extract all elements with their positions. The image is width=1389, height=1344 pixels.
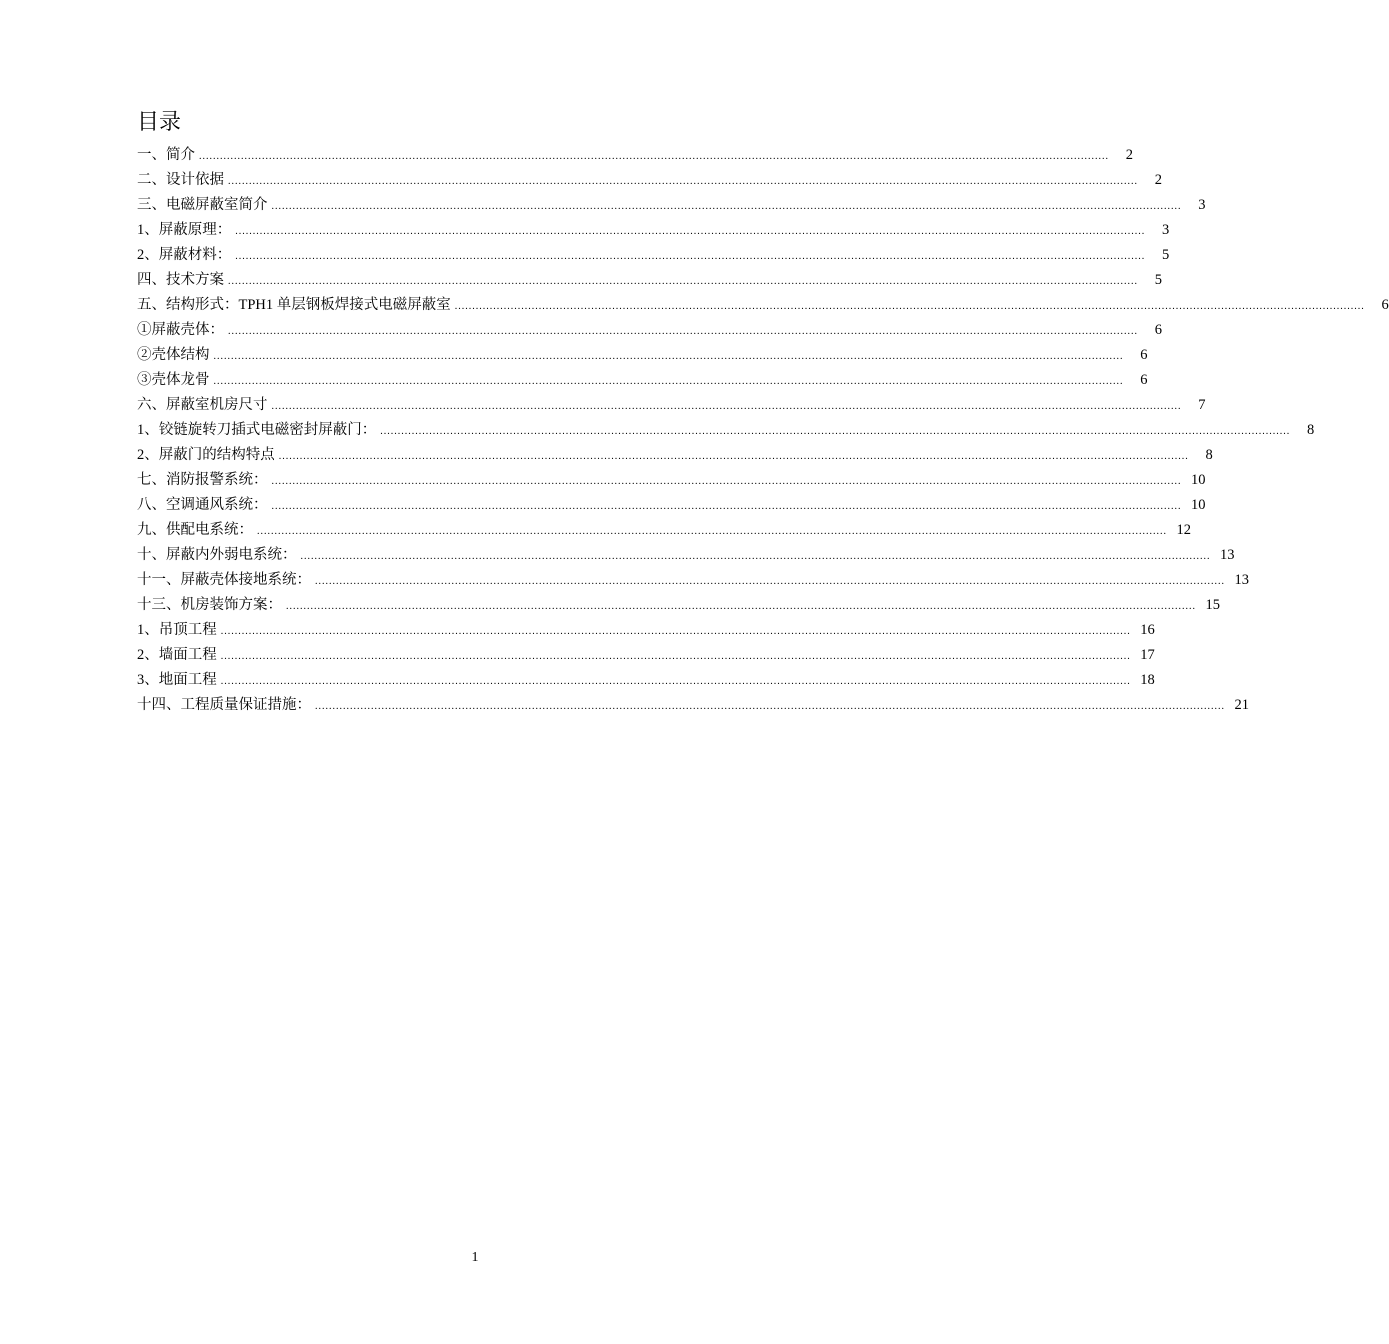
toc-leader-dots: .................................................................................................................................................................................................................................................................... bbox=[220, 676, 1131, 687]
toc-entry-page: 21 bbox=[1234, 697, 1249, 713]
toc-entry-page: 3 bbox=[1162, 222, 1170, 238]
toc-entry-label: 八、空调通风系统： bbox=[137, 497, 268, 513]
toc-entry-label: 七、消防报警系统： bbox=[137, 472, 268, 488]
toc-entry[interactable] bbox=[137, 393, 1206, 418]
toc-entry-label: 九、供配电系统： bbox=[137, 522, 253, 538]
toc-entry[interactable] bbox=[137, 618, 1155, 643]
toc-entry-page: 12 bbox=[1176, 522, 1191, 538]
toc-leader-dots: .................................................................................................................................................................................................................................................................... bbox=[454, 301, 1365, 312]
toc-entry-label: 十四、工程质量保证措施： bbox=[137, 697, 311, 713]
toc-entry[interactable] bbox=[137, 468, 1206, 493]
toc-entry[interactable] bbox=[137, 518, 1191, 543]
toc-leader-dots: .................................................................................................................................................................................................................................................................... bbox=[220, 626, 1131, 637]
footer-page-number: 1 bbox=[471, 1250, 479, 1265]
toc-entry-label: 十、屏蔽内外弱电系统： bbox=[137, 547, 297, 563]
page-title: 目录 bbox=[137, 110, 182, 135]
toc-entry[interactable] bbox=[137, 218, 1170, 243]
toc-entry-label: ①屏蔽壳体： bbox=[137, 322, 224, 338]
toc-entry-label: 1、吊顶工程 bbox=[137, 622, 217, 638]
toc-entry-page: 2 bbox=[1154, 172, 1162, 188]
toc-entry-page: 3 bbox=[1198, 197, 1206, 213]
toc-entry-page: 8 bbox=[1307, 422, 1315, 438]
toc-leader-dots: .................................................................................................................................................................................................................................................................... bbox=[228, 276, 1138, 287]
toc-entry-label: 2、屏蔽材料： bbox=[137, 247, 232, 263]
toc-entry[interactable] bbox=[137, 168, 1162, 193]
toc-entry-page: 6 bbox=[1140, 372, 1148, 388]
toc-leader-dots: .................................................................................................................................................................................................................................................................... bbox=[300, 551, 1211, 562]
toc-entry[interactable] bbox=[137, 693, 1249, 718]
toc-entry-label: 四、技术方案 bbox=[137, 272, 224, 288]
toc-entry[interactable] bbox=[137, 668, 1155, 693]
toc-entry[interactable] bbox=[137, 493, 1206, 518]
toc-entry-page: 13 bbox=[1234, 572, 1249, 588]
toc-leader-dots: .................................................................................................................................................................................................................................................................... bbox=[271, 476, 1182, 487]
toc-entry[interactable] bbox=[137, 143, 1133, 168]
toc-leader-dots: .................................................................................................................................................................................................................................................................... bbox=[235, 251, 1146, 262]
toc-entry-label: ③壳体龙骨 bbox=[137, 372, 210, 388]
toc-entry[interactable] bbox=[137, 343, 1148, 368]
toc-leader-dots: .................................................................................................................................................................................................................................................................... bbox=[257, 526, 1167, 537]
toc-entry[interactable] bbox=[137, 193, 1206, 218]
toc-entry-label: 一、简介 bbox=[137, 147, 195, 163]
toc-entry-label: 2、屏蔽门的结构特点 bbox=[137, 447, 275, 463]
toc-entry[interactable] bbox=[137, 443, 1213, 468]
toc-entry-label: 六、屏蔽室机房尺寸 bbox=[137, 397, 268, 413]
toc-entry-page: 17 bbox=[1140, 647, 1155, 663]
toc-leader-dots: .................................................................................................................................................................................................................................................................... bbox=[271, 501, 1182, 512]
toc-entry-page: 10 bbox=[1191, 472, 1206, 488]
toc-entry[interactable] bbox=[137, 318, 1162, 343]
toc-entry[interactable] bbox=[137, 268, 1162, 293]
toc-entry-page: 10 bbox=[1191, 497, 1206, 513]
toc-entry[interactable] bbox=[137, 243, 1170, 268]
toc-entry-label: 十三、机房装饰方案： bbox=[137, 597, 282, 613]
toc-entry-label: 十一、屏蔽壳体接地系统： bbox=[137, 572, 311, 588]
toc-entry-label: 2、墙面工程 bbox=[137, 647, 217, 663]
toc-entry-label: ②壳体结构 bbox=[137, 347, 210, 363]
toc-leader-dots: .................................................................................................................................................................................................................................................................... bbox=[213, 351, 1124, 362]
toc-entry-page: 7 bbox=[1198, 397, 1206, 413]
toc-entry-page: 18 bbox=[1140, 672, 1155, 688]
toc-leader-dots: .................................................................................................................................................................................................................................................................... bbox=[315, 701, 1225, 712]
toc-leader-dots: .................................................................................................................................................................................................................................................................... bbox=[213, 376, 1124, 387]
toc-entry-page: 6 bbox=[1154, 322, 1162, 338]
toc-entry[interactable] bbox=[137, 593, 1220, 618]
toc-entry[interactable] bbox=[137, 368, 1148, 393]
toc-entry[interactable] bbox=[137, 418, 1315, 443]
toc-entry-page: 15 bbox=[1205, 597, 1220, 613]
toc-entry-page: 5 bbox=[1154, 272, 1162, 288]
table-of-contents bbox=[137, 143, 1389, 718]
toc-leader-dots: .................................................................................................................................................................................................................................................................... bbox=[380, 426, 1291, 437]
toc-entry[interactable] bbox=[137, 293, 1389, 318]
toc-leader-dots: .................................................................................................................................................................................................................................................................... bbox=[199, 151, 1109, 162]
toc-leader-dots: .................................................................................................................................................................................................................................................................... bbox=[228, 176, 1138, 187]
toc-entry[interactable] bbox=[137, 568, 1249, 593]
toc-entry-page: 5 bbox=[1162, 247, 1170, 263]
toc-entry[interactable] bbox=[137, 543, 1235, 568]
toc-leader-dots: .................................................................................................................................................................................................................................................................... bbox=[271, 401, 1182, 412]
toc-entry-label: 3、地面工程 bbox=[137, 672, 217, 688]
toc-entry-label: 1、屏蔽原理： bbox=[137, 222, 232, 238]
toc-entry-page: 6 bbox=[1381, 297, 1389, 313]
toc-entry-label: 三、电磁屏蔽室简介 bbox=[137, 197, 268, 213]
toc-entry-page: 6 bbox=[1140, 347, 1148, 363]
toc-leader-dots: .................................................................................................................................................................................................................................................................... bbox=[235, 226, 1146, 237]
toc-entry-label: 五、结构形式：TPH1 单层钢板焊接式电磁屏蔽室 bbox=[137, 297, 451, 313]
toc-leader-dots: .................................................................................................................................................................................................................................................................... bbox=[271, 201, 1182, 212]
toc-entry-page: 16 bbox=[1140, 622, 1155, 638]
toc-leader-dots: .................................................................................................................................................................................................................................................................... bbox=[286, 601, 1196, 612]
toc-entry-label: 二、设计依据 bbox=[137, 172, 224, 188]
toc-leader-dots: .................................................................................................................................................................................................................................................................... bbox=[315, 576, 1225, 587]
toc-entry[interactable] bbox=[137, 643, 1155, 668]
toc-leader-dots: .................................................................................................................................................................................................................................................................... bbox=[220, 651, 1131, 662]
toc-leader-dots: .................................................................................................................................................................................................................................................................... bbox=[278, 451, 1189, 462]
toc-entry-page: 13 bbox=[1220, 547, 1235, 563]
toc-leader-dots: .................................................................................................................................................................................................................................................................... bbox=[228, 326, 1138, 337]
toc-entry-page: 8 bbox=[1205, 447, 1213, 463]
toc-entry-label: 1、铰链旋转刀插式电磁密封屏蔽门： bbox=[137, 422, 377, 438]
toc-entry-page: 2 bbox=[1125, 147, 1133, 163]
